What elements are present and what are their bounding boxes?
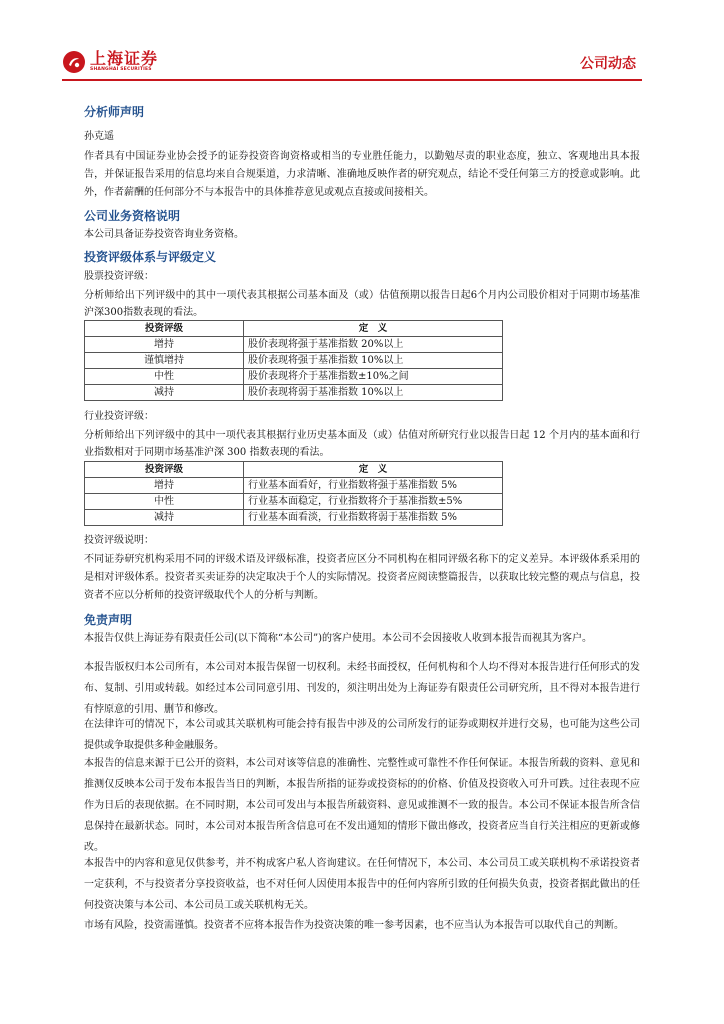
page-header: [62, 44, 642, 78]
stock-rating-label: 股票投资评级：: [84, 271, 154, 282]
definition-cell: 行业基本面看淡，行业指数将弱于基准指数 5%: [244, 510, 503, 526]
shanghai-securities-logo-icon: [62, 50, 86, 74]
definition-cell: 股价表现将弱于基准指数 10%以上: [244, 385, 503, 401]
rating-notes-text: 不同证券研究机构采用不同的评级术语及评级标准，投资者应区分不同机构在相同评级名称下的定义差异。本评级体系采用的是相对评级体系。投资者买卖证券的决定取决于个人的实际情况。投资者应阅读整篇报告，以获取比较完整的观点与信息，投资者不应以分析师的投资评级取代个人的分析与判断。: [84, 554, 640, 601]
industry-table-header-definition: 定 义: [244, 462, 503, 478]
table-row: [85, 369, 503, 385]
definition-cell: 股价表现将介于基准指数±10%之间: [244, 369, 503, 385]
disclaimer-paragraph: 本报告中的内容和意见仅供参考，并不构成客户私人咨询建议。在任何情况下，本公司、本公司员工或关联机构不承诺投资者一定获利，不与投资者分享投资收益，也不对任何人因使用本报告中的任何内容所引致的任何损失负责，投资者据此做出的任何投资决策与本公司、本公司员工或关联机构无关。: [84, 858, 640, 911]
rating-cell: 增持: [85, 478, 244, 494]
disclaimer-paragraph: 本报告的信息来源于已公开的资料，本公司对该等信息的准确性、完整性或可靠性不作任何保证。本报告所载的资料、意见和推测仅反映本公司于发布本报告当日的判断，本报告所指的证券或投资标的的价格、价值及投资收入可升可跌。过往表现不应作为日后的表现依据。在不同时期，本公司可发出与本报告所载资料、意见或推测不一致的报告。本公司不保证本报告所含信息保持在最新状态。同时，本公司对本报告所含信息可在不发出通知的情形下做出修改，投资者应当自行关注相应的更新或修改。: [84, 758, 640, 853]
company-logo: [62, 48, 158, 76]
definition-cell: 行业基本面看好，行业指数将强于基准指数 5%: [244, 478, 503, 494]
disclaimer-paragraph: 本报告版权归本公司所有，本公司对本报告保留一切权利。未经书面授权，任何机构和个人均不得对本报告进行任何形式的发布、复制、引用或转载。如经过本公司同意引用、刊发的，须注明出处为上海证券有限责任公司研究所，且不得对本报告进行有悖原意的引用、删节和修改。: [84, 662, 640, 715]
rating-cell: 减持: [85, 510, 244, 526]
disclaimer-paragraph: 在法律许可的情况下，本公司或其关联机构可能会持有报告中涉及的公司所发行的证券或期权并进行交易，也可能为这些公司提供或争取提供多种金融服务。: [84, 719, 640, 751]
stock-table-header-rating: 投资评级: [85, 321, 244, 337]
table-row: [85, 478, 503, 494]
definition-cell: 股价表现将强于基准指数 10%以上: [244, 353, 503, 369]
header-divider: [62, 79, 642, 81]
rating-cell: 减持: [85, 385, 244, 401]
industry-rating-description: 分析师给出下列评级中的其中一项代表其根据行业历史基本面及（或）估值对所研究行业以报告日起 12 个月内的基本面和行业指数相对于同期市场基准沪深 300 指数表现的看法。: [84, 430, 640, 458]
table-row: [85, 494, 503, 510]
rating-cell: 中性: [85, 369, 244, 385]
definition-cell: 行业基本面稳定，行业指数将介于基准指数±5%: [244, 494, 503, 510]
table-row: [85, 353, 503, 369]
rating-heading: 投资评级体系与评级定义: [84, 250, 217, 264]
section-title: 公司动态: [580, 56, 636, 72]
qualification-text: 本公司具备证券投资咨询业务资格。: [84, 229, 244, 240]
rating-cell: 增持: [85, 337, 244, 353]
table-row: [85, 510, 503, 526]
table-row: [85, 385, 503, 401]
analyst-statement: 作者具有中国证券业协会授予的证券投资咨询资格或相当的专业胜任能力，以勤勉尽责的职业态度，独立、客观地出具本报告，并保证报告采用的信息均来自合规渠道，力求清晰、准确地反映作者的研究观点，结论不受任何第三方的授意或影响。此外，作者薪酬的任何部分不与本报告中的具体推荐意见或观点直接或间接相关。: [84, 151, 640, 198]
logo-english-text: SHANGHAI SECURITIES: [90, 67, 152, 72]
stock-rating-description: 分析师给出下列评级中的其中一项代表其根据公司基本面及（或）估值预期以报告日起6个月内公司股价相对于同期市场基准沪深300指数表现的看法。: [84, 290, 640, 318]
rating-cell: 谨慎增持: [85, 353, 244, 369]
industry-rating-label: 行业投资评级：: [84, 411, 154, 422]
disclaimer-heading: 免责声明: [84, 613, 133, 627]
logo-chinese-text: 上海证券: [90, 49, 159, 68]
analyst-heading: 分析师声明: [84, 105, 145, 119]
stock-table-header-definition: 定 义: [244, 321, 503, 337]
rating-cell: 中性: [85, 494, 244, 510]
disclaimer-paragraph: 本报告仅供上海证券有限责任公司(以下简称“本公司”)的客户使用。本公司不会因接收人收到本报告而视其为客户。: [84, 633, 593, 644]
disclaimer-paragraph: 市场有风险，投资需谨慎。投资者不应将本报告作为投资决策的唯一参考因素，也不应当认为本报告可以取代自己的判断。: [84, 920, 624, 931]
rating-notes-label: 投资评级说明：: [84, 535, 154, 546]
industry-table-header-rating: 投资评级: [85, 462, 244, 478]
stock-rating-table: [84, 320, 503, 401]
definition-cell: 股价表现将强于基准指数 20%以上: [244, 337, 503, 353]
qualification-heading: 公司业务资格说明: [84, 209, 181, 223]
analyst-name: 孙克遥: [84, 131, 114, 142]
industry-rating-table: [84, 461, 503, 526]
table-row: [85, 337, 503, 353]
